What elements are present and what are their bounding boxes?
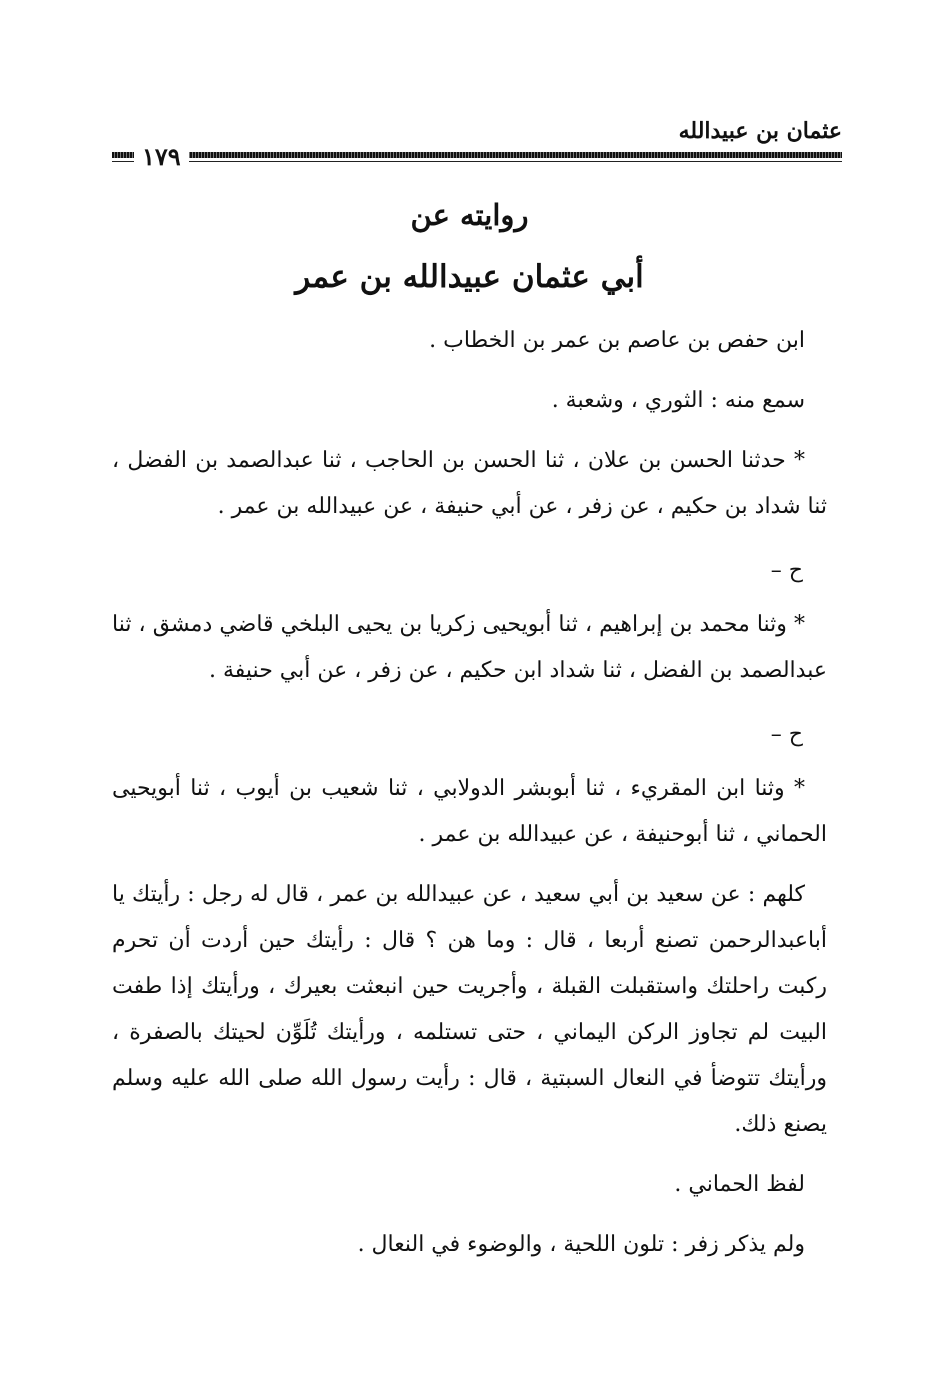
paragraph-omission-note: ولم يذكر زفر : تلون اللحية ، والوضوء في النعال . <box>357 1232 805 1257</box>
header-rule <box>112 152 842 158</box>
paragraph-isnad-3: * وثنا ابن المقريء ، ثنا أبوبشر الدولابي ، ثنا شعيب بن أيوب ، ثنا أبويحيى الحماني ، ثنا أبوحنيفة ، عن عبيدالله بن عمر . <box>112 776 827 847</box>
section-heading-line1: روايته عن <box>410 198 529 232</box>
section-heading-line2: أبي عثمان عبيدالله بن عمر <box>295 259 644 295</box>
page-header <box>112 118 842 171</box>
paragraph-isnad-1: * حدثنا الحسن بن علان ، ثنا الحسن بن الحاجب ، ثنا عبدالصمد بن الفضل ، ثنا شداد بن حكيم ، عن زفر ، عن أبي حنيفة ، عن عبيدالله بن عمر . <box>112 448 827 519</box>
section-headings <box>112 195 827 299</box>
page-number: ١٧٩ <box>134 142 189 171</box>
paragraph-lineage: ابن حفص بن عاصم بن عمر بن الخطاب . <box>429 328 805 353</box>
paragraph-matn: كلهم : عن سعيد بن أبي سعيد ، عن عبيدالله بن عمر ، قال له رجل : رأيتك يا أباعبدالرحمن تصنع أربعا ، قال : وما هن ؟ قال : رأيتك حين أردت أن تحرم ركبت راحلتك واستقبلت القبلة ، وأجريت حين انبعثت بعيرك ، ورأيتك إذا طفت البيت لم تجاوز الركن اليماني ، حتى تستلمه ، ورأيتك تُلَوِّن لحيتك بالصفرة ، ورأيتك تتوضأ في النعال السبتية ، قال : رأيت رسول الله صلى الله عليه وسلم يصنع ذلك. <box>112 882 827 1137</box>
running-title: عثمان بن عبيدالله <box>678 118 842 144</box>
tahwil-marker-1: ح – <box>770 558 803 583</box>
paragraph-isnad-2: * وثنا محمد بن إبراهيم ، ثنا أبويحيى زكريا بن يحيى البلخي قاضي دمشق ، ثنا عبدالصمد بن الفضل ، ثنا شداد ابن حكيم ، عن زفر ، عن أبي حنيفة . <box>112 612 827 683</box>
document-body <box>112 318 827 1282</box>
header-rule-thin <box>112 161 842 162</box>
paragraph-wording-note: لفظ الحماني . <box>674 1172 805 1197</box>
paragraph-students: سمع منه : الثوري ، وشعبة . <box>551 388 805 413</box>
tahwil-marker-2: ح – <box>770 722 803 747</box>
